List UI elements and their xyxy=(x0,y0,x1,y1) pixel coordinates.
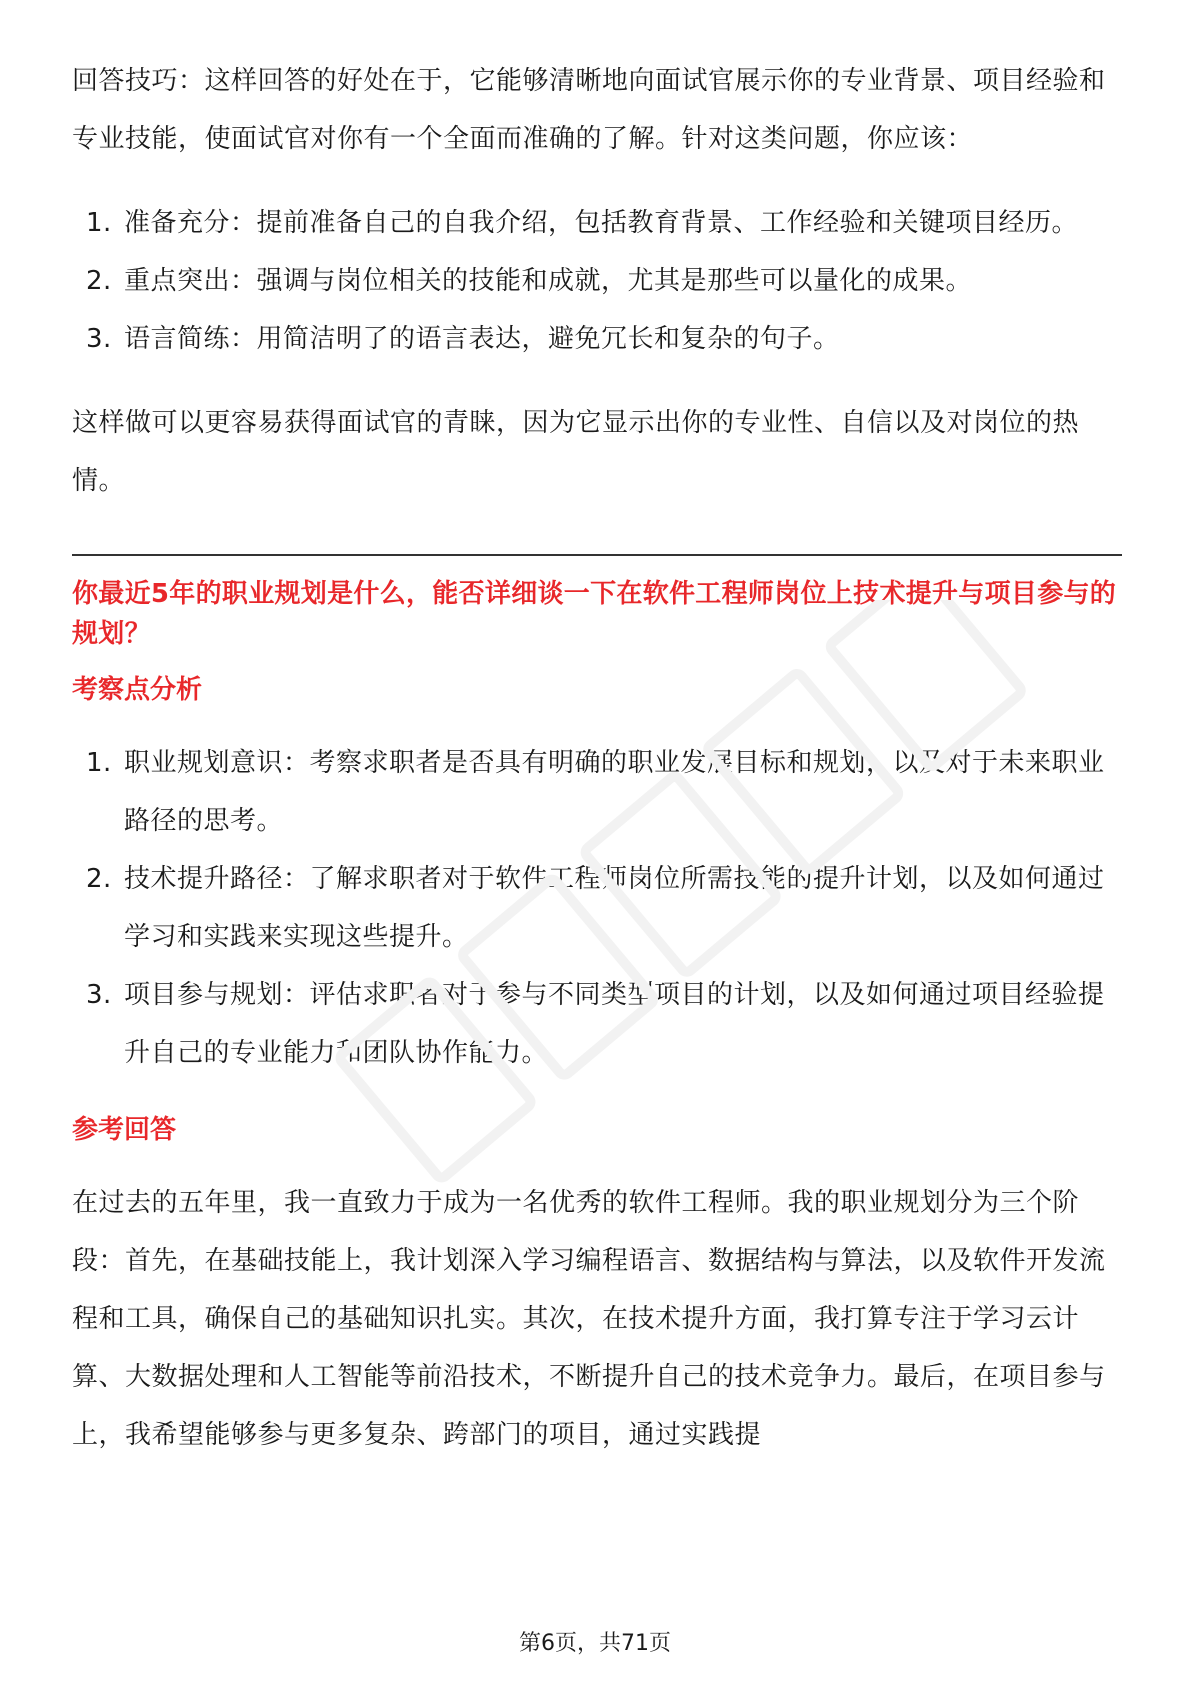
analysis-list xyxy=(72,734,1122,1082)
list-text: 语言简练：用简洁明了的语言表达，避免冗长和复杂的句子。 xyxy=(124,324,840,354)
list-number: 1. xyxy=(86,208,112,238)
list-text: 职业规划意识：考察求职者是否具有明确的职业发展目标和规划，以及对于未来职业路径的思考。 xyxy=(124,748,1105,836)
list-item xyxy=(72,194,1122,252)
reference-heading: 参考回答 xyxy=(72,1115,177,1145)
document-page xyxy=(72,52,1122,1464)
reference-paragraph: 在过去的五年里，我一直致力于成为一名优秀的软件工程师。我的职业规划分为三个阶段：首先，在基础技能上，我计划深入学习编程语言、数据结构与算法，以及软件开发流程和工具，确保自己的基础知识扎实。其次，在技术提升方面，我打算专注于学习云计算、大数据处理和人工智能等前沿技术，不断提升自己的技术竞争力。最后，在项目参与上，我希望能够参与更多复杂、跨部门的项目，通过实践提 xyxy=(72,1188,1106,1450)
list-item xyxy=(72,966,1122,1082)
list-item xyxy=(72,850,1122,966)
intro-text: 这样回答的好处在于，它能够清晰地向面试官展示你的专业背景、项目经验和专业技能，使面试官对你有一个全面而准确的了解。针对这类问题，你应该： xyxy=(72,66,1106,154)
list-item xyxy=(72,310,1122,368)
intro-label: 回答技巧： xyxy=(72,66,205,96)
conclusion-paragraph: 这样做可以更容易获得面试官的青睐，因为它显示出你的专业性、自信以及对岗位的热情。 xyxy=(72,408,1080,496)
list-item xyxy=(72,734,1122,850)
list-number: 1. xyxy=(86,748,112,778)
list-item xyxy=(72,252,1122,310)
intro-paragraph xyxy=(72,52,1122,168)
list-text: 重点突出：强调与岗位相关的技能和成就，尤其是那些可以量化的成果。 xyxy=(124,266,973,296)
page-footer: 第6页，共71页 xyxy=(519,1631,671,1656)
question-title: 你最近5年的职业规划是什么，能否详细谈一下在软件工程师岗位上技术提升与项目参与的规划？ xyxy=(72,579,1117,649)
analysis-heading: 考察点分析 xyxy=(72,675,203,705)
list-number: 3. xyxy=(86,980,112,1010)
list-number: 3. xyxy=(86,324,112,354)
tips-list xyxy=(72,194,1122,368)
list-number: 2. xyxy=(86,266,112,296)
list-text: 准备充分：提前准备自己的自我介绍，包括教育背景、工作经验和关键项目经历。 xyxy=(124,208,1079,238)
list-text: 项目参与规划：评估求职者对于参与不同类型项目的计划，以及如何通过项目经验提升自己的专业能力和团队协作能力。 xyxy=(124,980,1105,1068)
list-text: 技术提升路径：了解求职者对于软件工程师岗位所需技能的提升计划，以及如何通过学习和实践来实现这些提升。 xyxy=(124,864,1105,952)
list-number: 2. xyxy=(86,864,112,894)
